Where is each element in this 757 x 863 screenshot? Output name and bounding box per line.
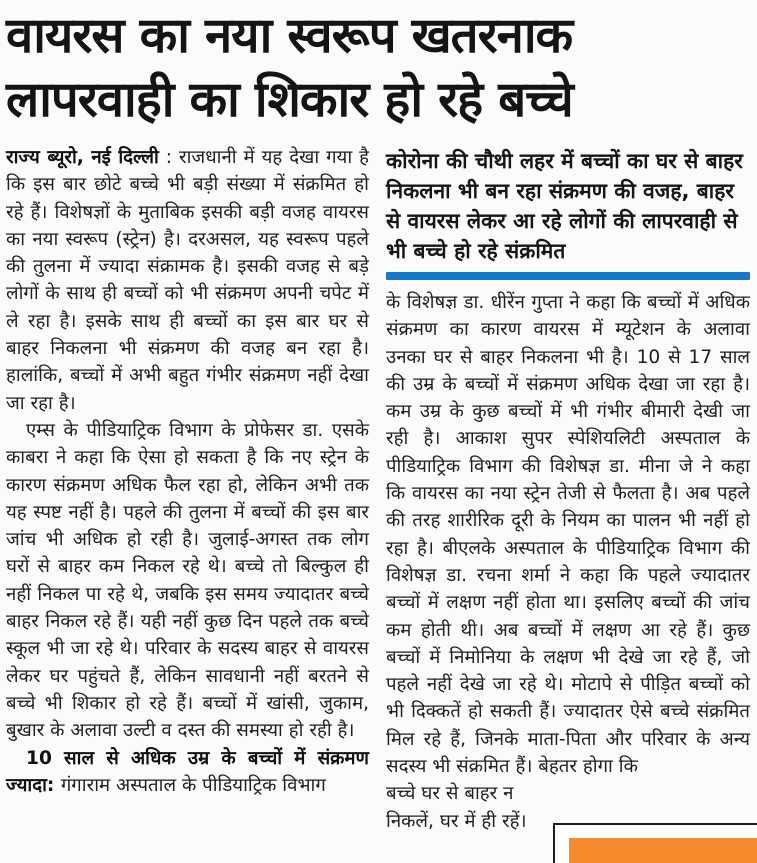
advert-inset-box bbox=[553, 823, 757, 863]
advert-orange-banner bbox=[569, 838, 757, 863]
standfirst: कोरोना की चौथी लहर में बच्चों का घर से बाहर निकलना भी बन रहा संक्रमण की वजह, बाहर से वायरस लेकर आ रहे लोगों की लापरवाही से भी बच्चे हो रहे संक्रमित bbox=[386, 149, 743, 263]
dateline-separator: : bbox=[158, 147, 179, 168]
left-paragraph-3-text: गंगाराम अस्पताल के पीडियाट्रिक विभाग bbox=[60, 774, 326, 796]
right-body: के विशेषज्ञ डा. धीरेंन गुप्ता ने कहा कि बच्चों में अधिक संक्रमण का कारण वायरस में म्यूटेशन के अलावा उनका घर से बाहर निकलना भी है। 10 से 17 साल की उम्र के बच्चों में संक्रमण अधिक देखा जा रहा है। कम उम्र के कुछ बच्चों में भी गंभीर बीमारी देखी जा रही है। आकाश सुपर स्पेशियलिटी अस्पताल के पीडियाट्रिक विभाग की विशेषज्ञ डा. मीना जे ने कहा कि वायरस का नया स्ट्रेन तेजी से फैलता है। अब पहले की तरह शारीरिक दूरी के नियम का पालन भी नहीं हो रहा है। बीएलके अस्पताल के पीडियाट्रिक विभाग की विशेषज्ञ डा. रचना शर्मा ने कहा कि पहले ज्यादातर बच्चों में लक्षण नहीं होता था। इसलिए बच्चों की जांच कम होती थी। अब बच्चों में लक्षण आ रहे हैं। कुछ बच्चों में निमोनिया के लक्षण भी देखे जा रहे हैं, जो पहले नहीं देखे जा रहे थे। मोटापे से पीड़ित बच्चों को भी दिक्कतें हो सकती हैं। ज्यादातर ऐसे बच्चे संक्रमित मिल रहे हैं, जिनके माता-पिता और परिवार के अन्य सदस्य भी संक्रमित हैं। बेहतर होगा कि bbox=[386, 292, 750, 778]
left-column bbox=[6, 144, 369, 799]
headline-line-2: लापरवाही का शिकार हो रहे बच्चे bbox=[6, 71, 573, 128]
article-columns bbox=[6, 144, 751, 835]
divider-bar bbox=[386, 272, 750, 280]
left-paragraph-1 bbox=[6, 144, 369, 417]
dateline: राज्य ब्यूरो, नई दिल्ली bbox=[6, 147, 159, 168]
inline-subhead-bold: 10 साल से अधिक उम्र के बच्चों में संक्रमण ज्यादा: bbox=[6, 747, 369, 796]
article-headline bbox=[6, 4, 751, 132]
right-column bbox=[386, 144, 750, 835]
right-body-tail bbox=[386, 780, 566, 835]
left-paragraph-1-text: राजधानी में यह देखा गया है कि इस बार छोटे बच्चे भी बड़ी संख्या में संक्रमित हो रहे हैं। विशेषज्ञों के मुताबिक इसकी बड़ी वजह वायरस का नया स्वरूप (स्ट्रेन) है। दरअसल, यह स्वरूप पहले की तुलना में ज्यादा संक्रामक है। इसकी वजह से बड़े लोगों के साथ ही बच्चों को भी संक्रमण अपनी चपेट में ले रहा है। इसके साथ ही बच्चों का इस बार घर से बाहर निकलना भी संक्रमण की वजह बन रहा है। हालांकि, बच्चों में अभी बहुत गंभीर संक्रमण नहीं देखा जा रहा है। bbox=[6, 147, 369, 414]
headline-line-1: वायरस का नया स्वरूप खतरनाक bbox=[6, 7, 573, 64]
tail-line-2: निकलें, घर में ही रहें। bbox=[386, 810, 527, 832]
left-paragraph-3 bbox=[6, 745, 369, 800]
tail-line-1: बच्चे घर से बाहर न bbox=[386, 783, 514, 805]
left-paragraph-2: एम्स के पीडियाट्रिक विभाग के प्रोफेसर डा. एसके काबरा ने कहा कि ऐसा हो सकता है कि नए स्ट्रेन के कारण संक्रमण अधिक फैल रहा हो, लेकिन अभी तक यह स्पष्ट नहीं है। पहले की तुलना में बच्चों की इस बार जांच भी अधिक हो रही है। जुलाई-अगस्त तक लोग घरों से बाहर कम निकल रहे थे। बच्चे तो बिल्कुल ही नहीं निकल पा रहे थे, जबकि इस समय ज्यादातर बच्चे बाहर निकल रहे हैं। यही नहीं कुछ दिन पहले तक बच्चे स्कूल भी जा रहे थे। परिवार के सदस्य बाहर से वायरस लेकर घर पहुंचते हैं, लेकिन सावधानी नहीं बरतने से बच्चे भी शिकार हो रहे हैं। बच्चों में खांसी, जुकाम, बुखार के अलावा उल्टी व दस्त की समस्या हो रही है। bbox=[6, 419, 369, 742]
